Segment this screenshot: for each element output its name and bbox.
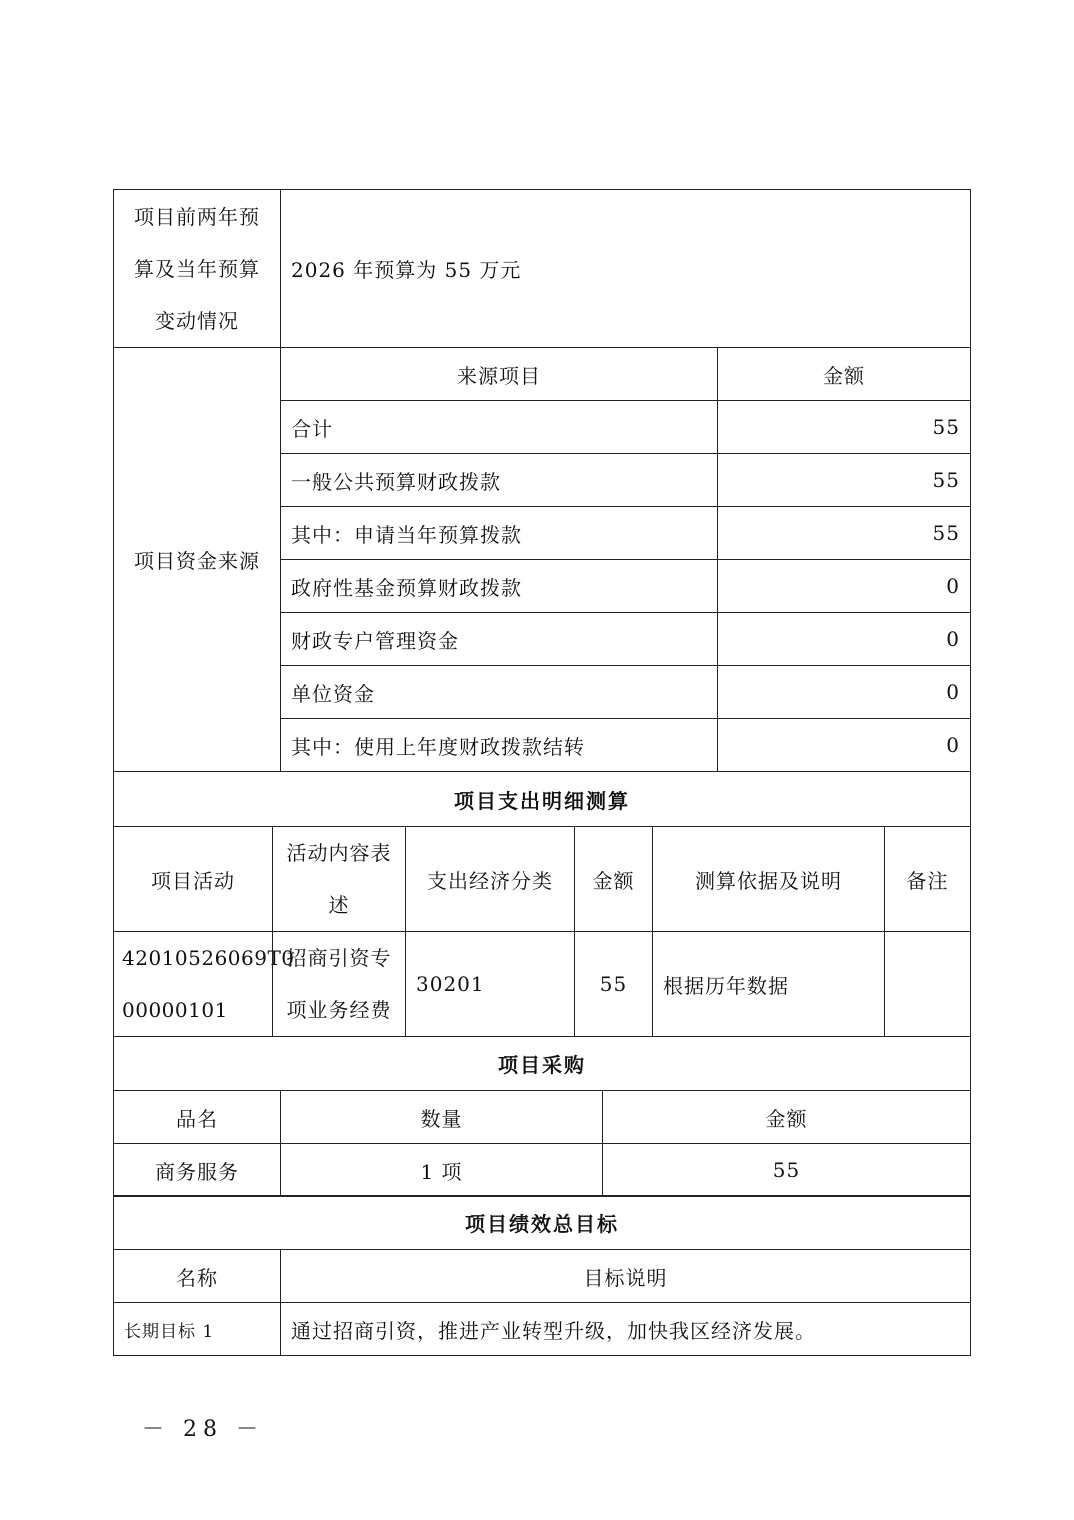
col-goal-desc: 目标说明 [281, 1250, 971, 1303]
col-quantity: 数量 [281, 1091, 603, 1144]
col-category: 支出经济分类 [406, 827, 575, 932]
funding-source: 一般公共预算财政拨款 [281, 454, 718, 507]
table-row [114, 1303, 971, 1356]
procurement-title: 项目采购 [114, 1037, 971, 1091]
funding-source-label: 项目资金来源 [114, 348, 281, 772]
funding-source: 单位资金 [281, 666, 718, 719]
funding-source: 其中：申请当年预算拨款 [281, 507, 718, 560]
budget-change-label: 项目前两年预 算及当年预算 变动情况 [114, 190, 281, 348]
budget-change-value: 2026 年预算为 55 万元 [281, 190, 971, 348]
funding-source-table [113, 347, 971, 772]
expense-detail-title: 项目支出明细测算 [114, 772, 971, 827]
goal-name: 长期目标 1 [114, 1303, 281, 1356]
funding-source: 其中：使用上年度财政拨款结转 [281, 719, 718, 772]
funding-source: 合计 [281, 401, 718, 454]
performance-table [113, 1195, 971, 1356]
budget-change-table [113, 189, 971, 348]
expense-remark [885, 932, 971, 1037]
economic-category: 30201 [406, 932, 575, 1037]
funding-amount: 55 [718, 454, 971, 507]
col-basis: 测算依据及说明 [653, 827, 885, 932]
table-row [114, 1144, 971, 1197]
col-procure-amount: 金额 [603, 1091, 971, 1144]
procure-amount: 55 [603, 1144, 971, 1197]
funding-amount: 0 [718, 560, 971, 613]
table-row [114, 932, 971, 1037]
funding-source: 财政专户管理资金 [281, 613, 718, 666]
expense-amount: 55 [575, 932, 653, 1037]
col-activity: 项目活动 [114, 827, 273, 932]
funding-source: 政府性基金预算财政拨款 [281, 560, 718, 613]
col-goal-name: 名称 [114, 1250, 281, 1303]
performance-title: 项目绩效总目标 [114, 1196, 971, 1250]
col-amount: 金额 [575, 827, 653, 932]
funding-col-source: 来源项目 [281, 348, 718, 401]
procure-quantity: 1 项 [281, 1144, 603, 1197]
activity-code: 42010526069T0 00000101 [114, 932, 273, 1037]
col-remark: 备注 [885, 827, 971, 932]
funding-amount: 0 [718, 613, 971, 666]
goal-desc: 通过招商引资，推进产业转型升级，加快我区经济发展。 [281, 1303, 971, 1356]
funding-amount: 0 [718, 666, 971, 719]
page-number: － 28 － [142, 1417, 264, 1442]
funding-col-amount: 金额 [718, 348, 971, 401]
procure-item: 商务服务 [114, 1144, 281, 1197]
procurement-table [113, 1036, 971, 1197]
funding-amount: 0 [718, 719, 971, 772]
calc-basis: 根据历年数据 [653, 932, 885, 1037]
col-item: 品名 [114, 1091, 281, 1144]
activity-content: 招商引资专 项业务经费 [273, 932, 406, 1037]
funding-amount: 55 [718, 401, 971, 454]
funding-amount: 55 [718, 507, 971, 560]
col-content: 活动内容表 述 [273, 827, 406, 932]
expense-detail-table [113, 771, 971, 1037]
